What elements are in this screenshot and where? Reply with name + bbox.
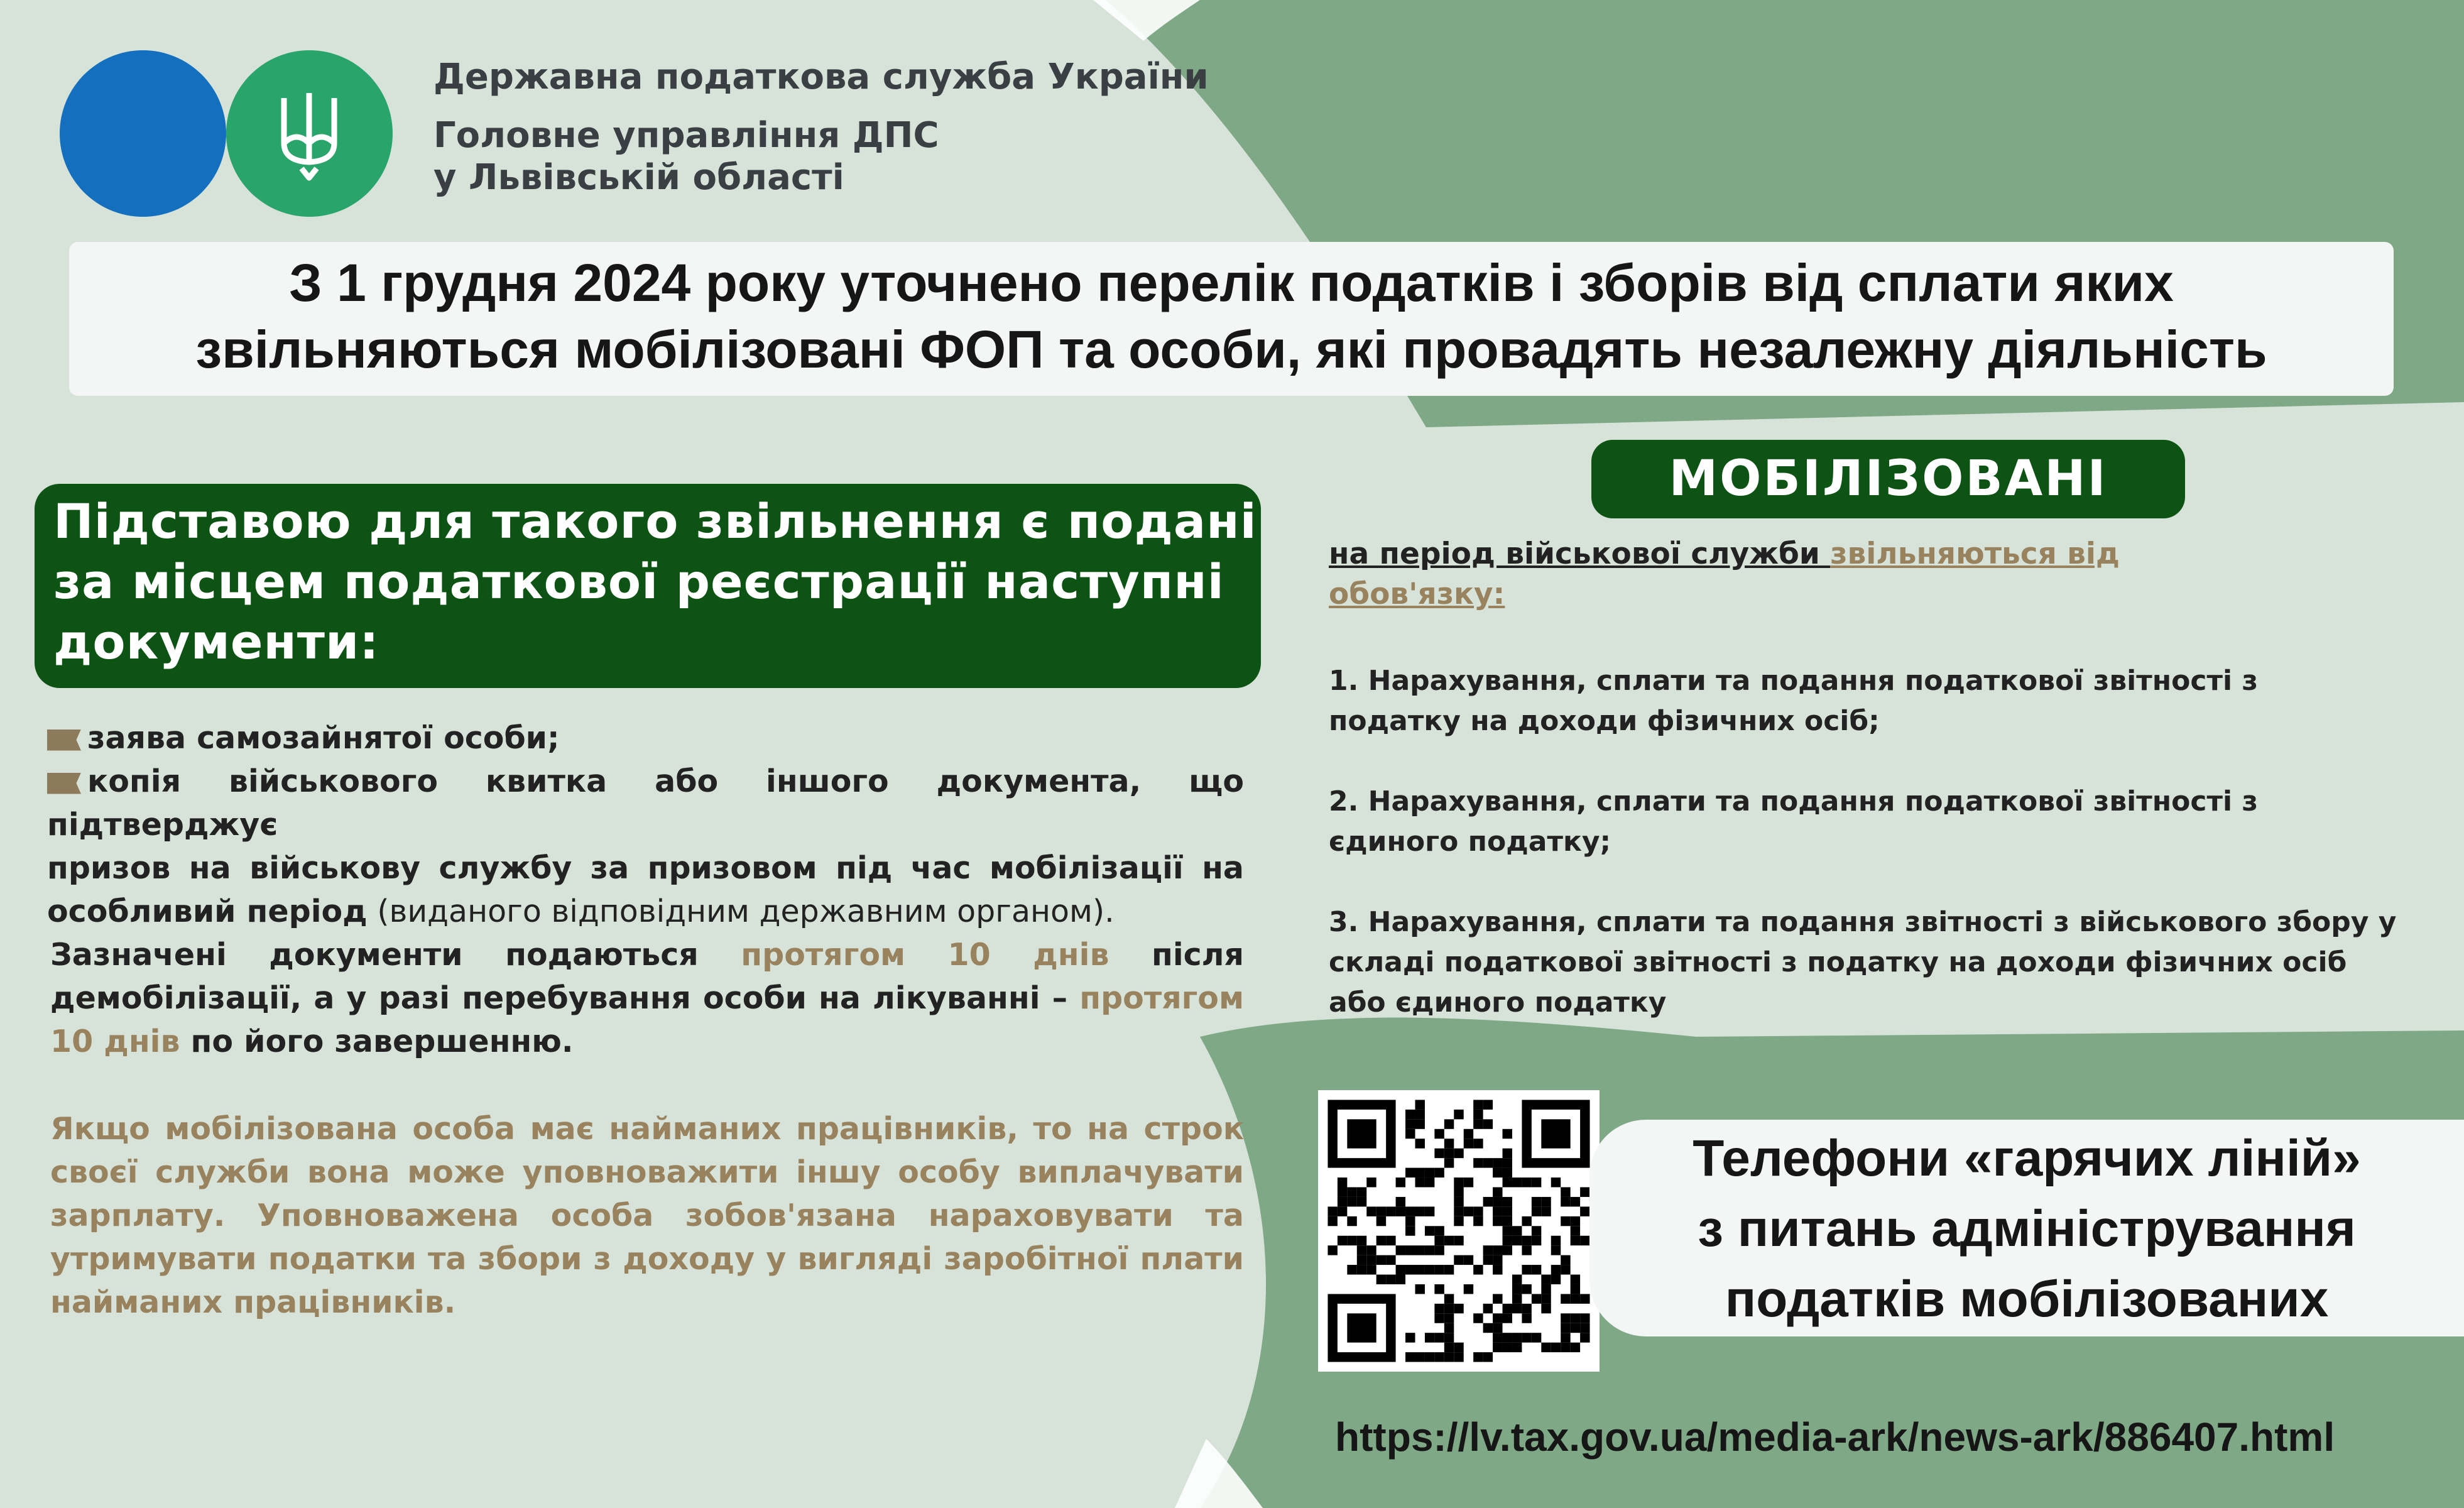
documents-list [47, 716, 1244, 933]
trident-icon [271, 87, 347, 181]
employees-line5: найманих працівників. [50, 1284, 456, 1320]
deadline-line1-a: Зазначені документи подаються [50, 937, 741, 973]
item3-line2: складі податкової звітності з податку на доходи фізичних осіб [1329, 946, 2347, 978]
bullet2-line1: копія військового квитка або іншого документа, що підтверджує [47, 763, 1244, 843]
bullet2-line3-b: (виданого відповідним державним органом). [367, 893, 1115, 929]
title-line2: звільняються мобілізовані ФОП та особи, які провадять незалежну діяльність [195, 320, 2267, 379]
title-box [69, 242, 2394, 396]
deadline-line3-gold: 10 днів [50, 1024, 180, 1059]
org-name-line3: у Львівській області [433, 157, 844, 198]
employees-line4: утримувати податки та збори з доходу у вигляді заробітної плати [50, 1241, 1244, 1277]
employees-line3: зарплату. Уповноважена особа зобов'язана нараховувати та [50, 1198, 1244, 1233]
bullet-arrow-icon [47, 729, 81, 751]
left-heading-line1: Підставою для такого звільнення є подані [53, 493, 1257, 549]
deadline-line3 [50, 1020, 1244, 1063]
bullet2-line2: призов на військову службу за призовом під час мобілізації на [47, 850, 1244, 886]
exemption-list [1329, 661, 2460, 1023]
left-heading-line3: документи: [53, 614, 379, 670]
org-name-line1: Державна податкова служба України [433, 57, 1209, 97]
intro-gold1: звільняються від [1830, 537, 2120, 571]
source-link[interactable]: https://lv.tax.gov.ua/media-ark/news-ark/886407.html [1335, 1414, 2335, 1460]
list-item [47, 760, 1244, 846]
bullet1-text: заява самозайнятої особи; [87, 720, 560, 756]
left-heading-box [35, 484, 1261, 688]
intro-underlined: на період військової служби [1329, 537, 1831, 571]
item3-line3: або єдиного податку [1329, 986, 1667, 1019]
deadline-line1-gold: протягом 10 днів [741, 937, 1109, 973]
logo-blue-circle [60, 50, 226, 217]
intro-gold2: обов'язку: [1329, 577, 1505, 611]
org-name-line2: Головне управління ДПС [433, 115, 939, 156]
deadline-line1 [50, 933, 1244, 976]
title-line1: З 1 грудня 2024 року уточнено перелік податків і зборів від сплати яких [289, 253, 2174, 312]
deadline-line2-gold: протягом [1079, 980, 1244, 1016]
deadline-line3-b: по його завершенню. [180, 1024, 574, 1059]
hotline-line2: з питань адміністрування [1698, 1200, 2356, 1257]
item2-line1: 2. Нарахування, сплати та подання податкової звітності з [1329, 785, 2258, 817]
bullet2-line3 [47, 890, 1244, 933]
exemption-intro [1329, 534, 2447, 615]
employees-paragraph [50, 1107, 1244, 1324]
employees-line2: своєї служби вона може уповноважити іншу особу виплачувати [50, 1154, 1244, 1190]
item1-line2: податку на доходи фізичних осіб; [1329, 705, 1880, 737]
left-heading-line2: за місцем податкової реєстрації наступні [53, 554, 1224, 609]
mobilized-pill: МОБІЛІЗОВАНІ [1591, 440, 2185, 518]
logo-green-circle [226, 50, 393, 217]
left-heading [53, 491, 1257, 672]
hotline-line3: податків мобілізованих [1725, 1270, 2329, 1328]
qr-code-icon [1318, 1090, 1600, 1372]
deadline-line2 [50, 976, 1244, 1020]
item3-line1: 3. Нарахування, сплати та подання звітності з військового збору у [1329, 906, 2397, 938]
list-item [47, 716, 1244, 760]
deadline-paragraph [50, 933, 1244, 1063]
hotline-box [1589, 1120, 2464, 1336]
item1-line1: 1. Нарахування, сплати та подання податкової звітності з [1329, 665, 2258, 697]
hotline-line1: Телефони «гарячих ліній» [1693, 1130, 2361, 1187]
deadline-line2-a: демобілізації, а у разі перебування особи на лікуванні – [50, 980, 1080, 1016]
deadline-line1-b: після [1109, 937, 1245, 973]
qr-code[interactable] [1318, 1090, 1600, 1372]
item2-line2: єдиного податку; [1329, 826, 1611, 858]
bullet2-line3-a: особливий період [47, 893, 368, 929]
bullet-arrow-icon [47, 773, 81, 794]
employees-line1: Якщо мобілізована особа має найманих працівників, то на строк [50, 1111, 1244, 1147]
